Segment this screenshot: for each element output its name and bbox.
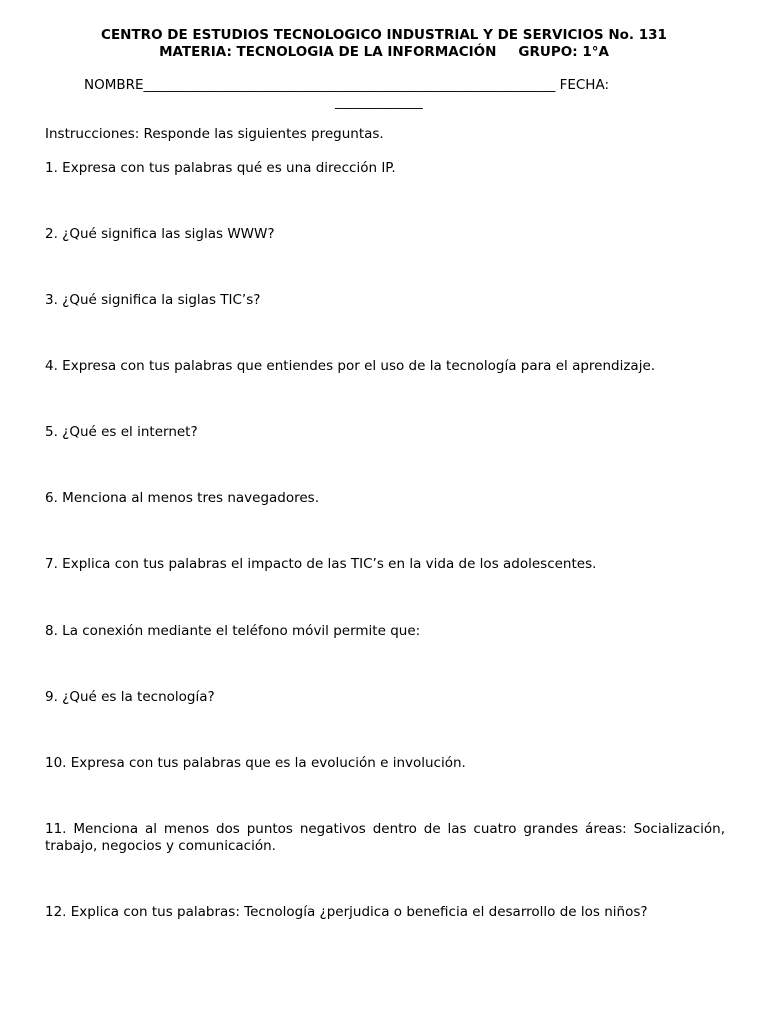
question-11: 11. Menciona al menos dos puntos negativos dentro de las cuatro grandes áreas: Socialización, trabajo, negocios y comunicación. <box>45 821 725 854</box>
question-4: 4. Expresa con tus palabras que entiendes por el uso de la tecnología para el aprendizaje. <box>45 358 656 374</box>
question-1: 1. Expresa con tus palabras qué es una dirección IP. <box>45 160 396 176</box>
document-header <box>0 27 768 61</box>
question-10: 10. Expresa con tus palabras que es la evolución e involución. <box>45 755 466 771</box>
school-name: CENTRO DE ESTUDIOS TECNOLOGICO INDUSTRIAL Y DE SERVICIOS No. 131 <box>101 27 667 43</box>
question-7: 7. Explica con tus palabras el impacto de las TIC’s en la vida de los adolescentes. <box>45 556 597 572</box>
question-8: 8. La conexión mediante el teléfono móvil permite que: <box>45 623 421 639</box>
question-2: 2. ¿Qué significa las siglas WWW? <box>45 226 275 242</box>
question-12: 12. Explica con tus palabras: Tecnología ¿perjudica o beneficia el desarrollo de los niños? <box>45 904 648 920</box>
question-5: 5. ¿Qué es el internet? <box>45 424 198 440</box>
group-label: GRUPO: 1°A <box>518 44 609 60</box>
subject-label: MATERIA: TECNOLOGIA DE LA INFORMACIÓN <box>159 44 497 60</box>
name-date-line: NOMBRE_____________________________________________________________ FECHA: <box>84 77 610 93</box>
question-3: 3. ¿Qué significa la siglas TIC’s? <box>45 292 261 308</box>
question-9: 9. ¿Qué es la tecnología? <box>45 689 215 705</box>
question-6: 6. Menciona al menos tres navegadores. <box>45 490 320 506</box>
date-blank-line: _____________ <box>335 94 423 110</box>
instructions-text: Instrucciones: Responde las siguientes preguntas. <box>45 126 384 142</box>
subject-group-line <box>0 44 768 61</box>
